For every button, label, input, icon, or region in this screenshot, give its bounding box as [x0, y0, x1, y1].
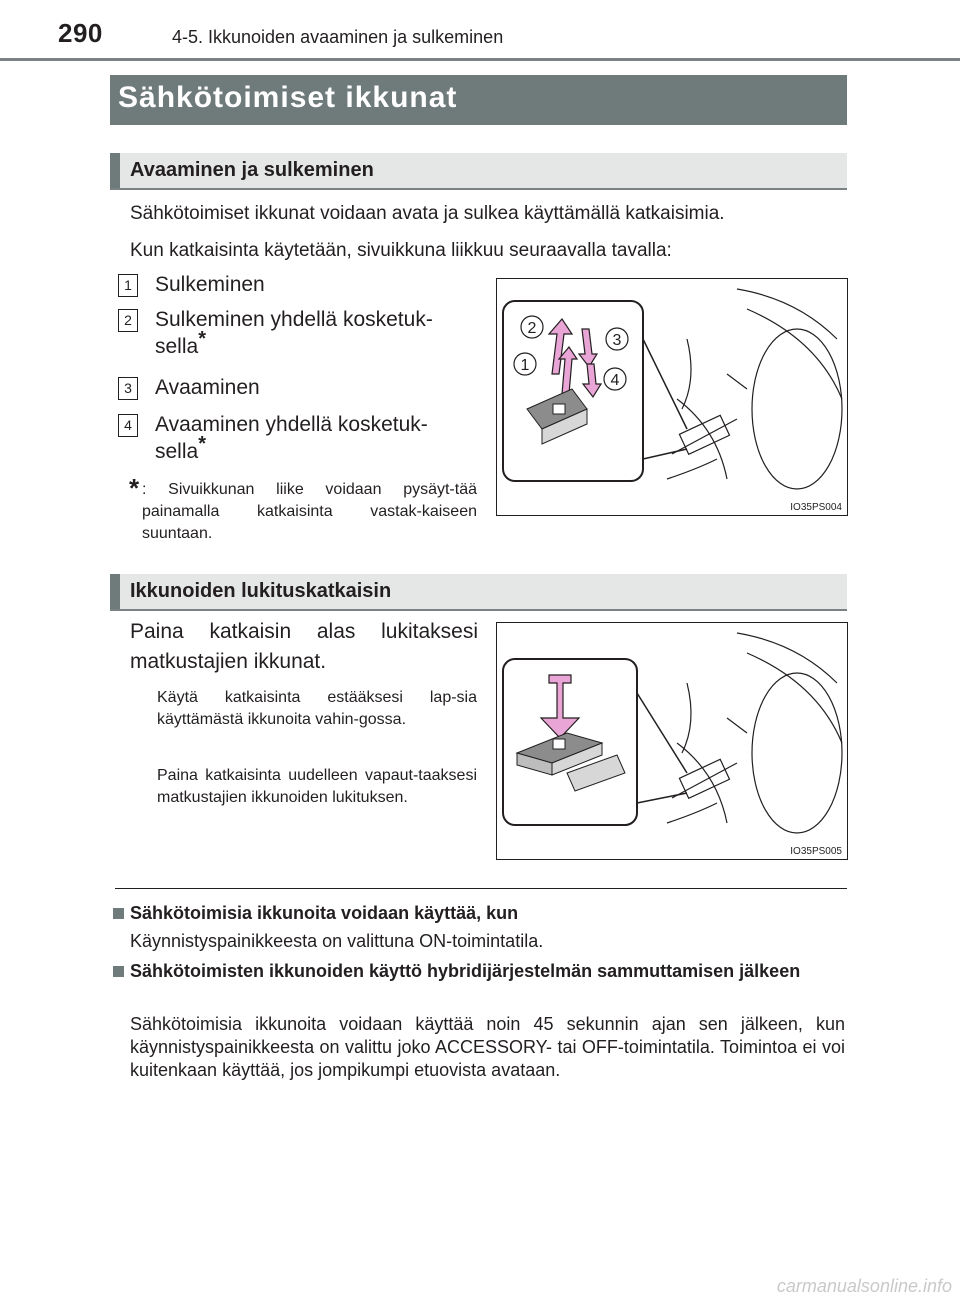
- item-text-4: [155, 411, 475, 465]
- callout-2: 2: [527, 320, 537, 337]
- lock-switch-drawing: [497, 623, 847, 859]
- intro-paragraph-1: Sähkötoimiset ikkunat voidaan avata ja sulkea käyttämällä katkaisimia.: [130, 203, 725, 224]
- header-divider: [0, 58, 960, 61]
- window-switch-illustration: [496, 278, 848, 516]
- callout-4: 4: [610, 372, 620, 389]
- footnote-text: : Sivuikkunan liike voidaan pysäyt-tää painamalla katkaisinta vastak-kaiseen suuntaan.: [142, 481, 477, 542]
- lock-switch-illustration: [496, 622, 848, 860]
- section-heading-lock-switch: [110, 574, 847, 611]
- item-number-3: 3: [118, 377, 138, 400]
- item-number-1: 1: [118, 274, 138, 297]
- image-label-2: IO35PS005: [790, 846, 842, 857]
- section-heading-marker: [110, 153, 120, 188]
- page-number: 290: [58, 18, 103, 48]
- bottom-divider: [115, 888, 847, 889]
- callout-3: 3: [612, 332, 622, 349]
- section-heading-open-close: [110, 153, 847, 190]
- item-text-2: [155, 306, 475, 360]
- intro-paragraph-2: Kun katkaisinta käytetään, sivuikkuna liikkuu seuraavalla tavalla:: [130, 240, 672, 261]
- item-text-2-label: Sulkeminen yhdellä kosketuk-sella: [155, 308, 433, 358]
- item-2-footnote-mark: *: [198, 328, 206, 350]
- section-heading-text: Avaaminen ja sulkeminen: [130, 159, 374, 181]
- item-text-3: Avaaminen: [155, 376, 260, 399]
- note-1-title: [113, 902, 848, 925]
- operation-list: [114, 271, 479, 561]
- section-heading-text: Ikkunoiden lukituskatkaisin: [130, 580, 392, 602]
- section-heading-marker: [110, 574, 120, 609]
- lock-note-2: Paina katkaisinta uudelleen vapaut-taaksesi matkustajien ikkunoiden lukituksen.: [157, 767, 477, 806]
- item-text-4-label: Avaaminen yhdellä kosketuk-sella: [155, 413, 428, 463]
- item-number-2: 2: [118, 309, 138, 332]
- image-label-1: IO35PS004: [790, 502, 842, 513]
- square-bullet-icon: [113, 966, 124, 977]
- page-title-bar: [110, 75, 847, 125]
- square-bullet-icon: [113, 908, 124, 919]
- lock-instruction: Paina katkaisin alas lukitaksesi matkustajien ikkunat.: [130, 620, 478, 673]
- chapter-title: 4-5. Ikkunoiden avaaminen ja sulkeminen: [172, 27, 504, 47]
- note-2-body: Sähkötoimisia ikkunoita voidaan käyttää noin 45 sekunnin ajan sen jälkeen, kun käynnistyspainikkeesta on valittu joko ACCESSORY- tai OFF-toimintatila. Toimintoa ei voi kuitenkaan käyttää, jos jompikumpi etuovista avataan.: [130, 1014, 845, 1080]
- callout-1: 1: [520, 357, 530, 374]
- note-2-title-text: Sähkötoimisten ikkunoiden käyttö hybridijärjestelmän sammuttamisen jälkeen: [130, 961, 801, 981]
- lock-note-1: Käytä katkaisinta estääksesi lap-sia käyttämästä ikkunoita vahin-gossa.: [157, 689, 477, 728]
- note-1-title-text: Sähkötoimisia ikkunoita voidaan käyttää, kun: [130, 903, 519, 923]
- footnote-mark: *: [129, 473, 140, 503]
- note-2-title: [113, 960, 846, 983]
- page-title: Sähkötoimiset ikkunat: [118, 81, 458, 114]
- item-text-1: Sulkeminen: [155, 273, 265, 296]
- item-number-4: 4: [118, 414, 138, 437]
- watermark: carmanualsonline.info: [776, 1276, 952, 1296]
- note-1-body: Käynnistyspainikkeesta on valittuna ON-toimintatila.: [130, 931, 544, 951]
- window-switch-drawing: [497, 279, 847, 515]
- item-4-footnote-mark: *: [198, 433, 206, 455]
